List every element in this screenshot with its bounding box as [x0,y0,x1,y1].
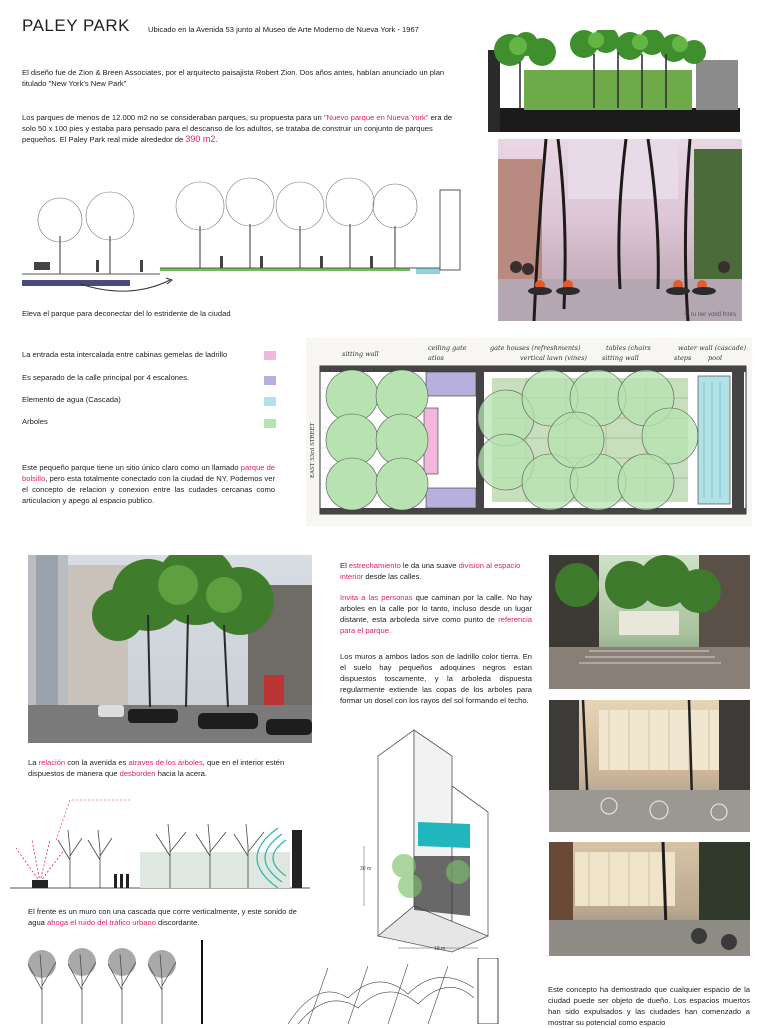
section-drawing-cascade-noise [10,790,310,896]
legend-swatch-water [264,397,276,406]
frente-paragraph: El frente es un muro con una cascada que corre verticalmente, y este sonido de agua ahoga el ruido del tráfico urbano discordante. [28,907,297,927]
relacion-paragraph: La relación con la avenida es atraves de los árboles, que en el interior estén dispuestos de manera que desborden hacia la acera. [28,758,285,778]
section-drawing-elevated-park [20,176,468,302]
sketch-trees-bottom-left [22,940,208,1024]
photo-waterfall-2 [549,842,750,956]
photo-park-entrance [549,555,750,689]
invita-paragraph: Invita a las personas que caminan por la calle. No hay arboles en la calle por lo tanto, incluso desde un lugar distante, esta arboleda sirve como punto de referencia para el parque. [340,593,532,635]
intro-paragraph-2: Los parques de menos de 12.000 m2 no se consideraban parques, su propuesta para un "Nuevo parque en Nueva York" era de solo 50 x 100 pies y estaba para pensado para el descanso de los adultos, se trataba de construir un conjunto de parques pequeños. El Paley Park real mide alrededor de 390 m2. [22,113,453,144]
photo-credit: © ru ner vordl fnnrs [684,312,736,318]
pocket-park-paragraph: Este pequeño parque tiene un sitio único claro como un llamado parque de bolsillo, pero esta totalmente conectado con la ciudad de NY. Podemos ver el concepto de relacion y conexion entre las cudades cercanas como articulacion y apego al espacio publico. [22,463,276,505]
sketch-canopy [278,958,500,1024]
photo-park-interior [498,139,742,321]
iso-height-label: 30 m [360,866,372,872]
section-caption: Eleva el parque para deconectar del lo estridente de la ciudad [22,309,231,318]
page-subtitle: Ubicado en la Avenida 53 junto al Museo de Arte Moderno de Nueva York - 1967 [148,25,419,34]
concept-paragraph: Este concepto ha demostrado que cualquier espacio de la ciudad puede ser objeto de dueño. Los espacios muertos han sido expulsados y las ciudades han comenzado a mostrar su potencial como espacio [548,985,750,1027]
legend-swatch-steps [264,376,276,385]
legend-entrance: La entrada esta intercalada entre cabinas gemelas de ladrillo [22,350,228,359]
park-plan-drawing: sitting wall ceiling gate atios gate houses (refreshments) vertical lawn (vines) tables (chairs sitting wall water wall (cascade) steps pool EAST 53rd STREET [306,338,752,526]
photo-street-view [28,555,312,743]
legend-trees: Arboles [22,417,48,426]
page-title: PALEY PARK [22,16,130,35]
legend-water: Elemento de agua (Cascada) [22,395,121,404]
photo-waterfall-1 [549,700,750,832]
legend-swatch-entrance [264,351,276,360]
elevation-drawing-trees [484,30,742,134]
isometric-drawing [358,726,500,956]
legend-steps: Es separado de la calle principal por 4 escalones. [22,373,190,382]
iso-width-label: 13 m [434,946,446,952]
intro-paragraph-1: El diseño fue de Zion & Breen Associates, por el arquitecto paisajista Robert Zion. Dos años antes, habían anunciado un plan titulado "New York's New Park" [22,68,445,88]
legend-swatch-trees [264,419,276,428]
estrechamiento-paragraph: El estrechamiento le da una suave division al espacio interior desde las calles. [340,561,521,581]
muros-paragraph: Los muros a ambos lados son de ladrillo color tierra. En el suelo hay pequeños adoquines negros estan dispuestos toscamente, y la arboleda dispuesta regularmente extiende las copas de los arboles para formar un dosel con los rayos del sol formando el techo. [340,652,532,705]
